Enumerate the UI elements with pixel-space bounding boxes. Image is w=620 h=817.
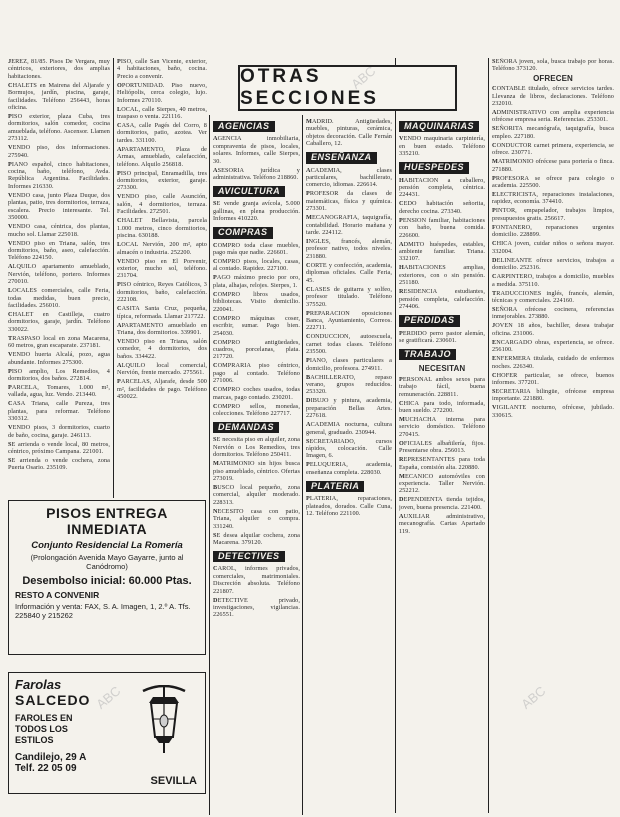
ad-tagline-2: TODOS LOS <box>15 724 68 734</box>
ad-info: Información y venta: FAX, S. A. Imagen, 1, 2.º A. Tfs. 225840 y 215262 <box>15 602 191 620</box>
section-header-avicultura: AVICULTURA <box>213 186 285 197</box>
section-header-trabajo: TRABAJO <box>399 349 456 360</box>
ad-tagline-3: ESTILOS <box>15 735 54 745</box>
section-header-maquinarias: MAQUINARIAS <box>399 121 479 132</box>
ad-tagline-1: FAROLES EN <box>15 713 73 723</box>
ad-subhead: Conjunto Residencial La Romería <box>31 540 183 551</box>
ad-payment: Desembolso inicial: 60.000 Ptas. <box>22 575 192 587</box>
ad-rest: RESTO A CONVENIR <box>15 590 100 600</box>
column-rule <box>113 58 114 498</box>
subheader-necesitan: NECESITAN <box>418 364 466 374</box>
column-rule <box>209 115 210 815</box>
ad-city: SEVILLA <box>150 775 197 787</box>
column-rule <box>395 58 396 813</box>
classified-column-1: JEREZ, 81/85. Pisos De Vergara, muy céntricos, exteriores, dos amplias habitaciones. CHALETS en Mairena del Aljarafe y Bormujos, jardín, piscina, garaje, facilidades. Teléfono 256443, horas oficina. PISO exterior, plaza Cuba, tres dormitorios, salón comedor, cocina amueblada, teléfono. Ascensor. Llamen 273112. VENDO piso, dos informaciones. 275940. PIANO español, cinco habitaciones, cocina, baño, teléfono, Avda. República Argentina. Facilidades. Informes 216330. VENDO casa, junto Plaza Duque, dos plantas, patio, tres dormitorios, terraza, escalera. Precio interesante. Tel. 350000. VENDO casa, céntrica, dos plantas, mucho sol. Llamar 225018. VENDO piso en Triana, salón, tres dormitorios, baño, aseo, calefacción. Teléfono 224150. ALQUILO apartamento amueblado, Nervión, teléfono, portero. Informes 270010. LOCALES comerciales, calle Feria, todas medidas, buen precio, facilidades. 256010. CHALET en Castilleja, cuatro dormitorios, garaje, jardín. Teléfono 330022. TRASPASO local en zona Macarena, 60 metros, gran escaparate. 237181. VENDO huerta Alcalá, pozo, agua abundante. Informes 275300. PISO amplio, Los Remedios, 4 dormitorios, dos baños. 272814. PARCELA, Tomares, 1.000 m², vallada, agua, luz. Vendo. 213440. CASA Triana, calle Pureza, tres plantas, para reformar. Teléfono 330312. VENDO pisos, 3 dormitorios, cuarto de baño, cocina, garaje. 246113. SE arrienda o vende local, 80 metros, céntrico, próximo Campana. 221001. SE arrienda o vende cochera, zona Puerta Osario. 235109. <box>8 58 110 472</box>
section-header-compras: COMPRAS <box>213 227 273 238</box>
ad-brand-name: SALCEDO <box>15 692 91 708</box>
classified-column-2: PISO, calle San Vicente, exterior, 4 habitaciones, baño, cocina. Precio a convenir. OPORTUNIDAD. Piso nuevo, Heliópolis, cerca colegio, lujo. Informes 270110. LOCAL, calle Sierpes, 40 metros, traspaso o venta. 221116. CASA, calle Pagés del Corro, 8 dormitorios, patio, azotea. Ver tardes. 331100. APARTAMENTO, Plaza de Armas, amueblado, calefacción, teléfono. Alquilo 256818. PISO principal, Enramadilla, tres dormitorios, exterior, garaje. 273300. VENDO piso, calle Asunción, salón, 4 dormitorios, terraza. Facilidades. 272501. CHALET Bellavista, parcela 1.000 metros, cinco dormitorios, piscina. 630188. LOCAL Nervión, 200 m², apto almacén o industria. 252200. VENDO piso en El Porvenir, exterior, mucho sol, teléfono. 231704. PISO céntrico, Reyes Católicos, 3 dormitorios, baño, calefacción. 222108. CASITA Santa Cruz, pequeña, típica, reformada. Llamar 217722. APARTAMENTO amueblado en Triana, dos dormitorios. 339901. VENDO piso en Triana, salón comedor, 4 dormitorios, dos baños. 334422. ALQUILO local comercial, Nervión, frente mercado. 275561. PARCELAS, Aljarafe, desde 500 m², facilidades de pago. Teléfono 450022. <box>117 58 207 400</box>
lantern-icon <box>133 685 195 755</box>
section-header-huespedes: HUESPEDES <box>399 162 469 173</box>
ad-address: Candilejo, 29 A <box>15 752 87 763</box>
classified-column-6: SEÑORA joven, sola, busca trabajo por horas. Teléfono 373120. OFRECEN CONTABLE titulado, ofrece servicios tardes. Llevanza de libros, declaraciones. Teléfono 232010. ADMINISTRATIVO con amplia experiencia ofrécese empresa seria. Referencias. 253301. SEÑORITA mecanógrafa, taquigrafía, busca empleo. 227180. CONDUCTOR carnet primera, experiencia, se ofrece. 230771. MATRIMONIO ofrécese para portería o finca. 271880. PROFESORA se ofrece para colegio o academia. 225500. ELECTRICISTA, reparaciones instalaciones, rapidez, economía. 374410. PINTOR, empapelador, trabajos limpios, presupuestos gratis. 256617. FONTANERO, reparaciones urgentes domicilio. 228899. CHICA joven, cuidar niños o señora mayor. 332004. DELINEANTE ofrece servicios, trabajos a domicilio. 252316. CARPINTERO, trabajos a domicilio, muebles a medida. 375110. TRADUCCIONES inglés, francés, alemán, técnicas y comerciales. 224160. SEÑORA ofrécese cocinera, referencias inmejorables. 273880. JOVEN 18 años, bachiller, desea trabajar oficina. 231006. ENCARGADO obras, experiencia, se ofrece. 256100. ENFERMERA titulada, cuidado de enfermos noches. 226340. CHOFER particular, se ofrece, buenos informes. 377201. SECRETARIA bilingüe, ofrécese empresa importante. 221880. VIGILANTE nocturno, ofrécese, jubilado. 330615. <box>492 58 614 419</box>
section-header-detectives: DETECTIVES <box>213 551 285 562</box>
watermark: ABC <box>348 63 379 92</box>
section-title-box <box>238 65 457 111</box>
classified-column-4: MADRID. Antigüedades, muebles, pinturas, cerámica, objetos decoración. Calle Fernán Caballero, 12. ENSEÑANZA ACADEMIA, clases particulares, bachillerato, comercio, idiomas. 226614. PROFESOR da clases de matemáticas, física y química. 273301. MECANOGRAFIA, taquigrafía, contabilidad. Horario mañana y tarde. 224112. INGLES, francés, alemán, profesor nativo, todos niveles. 231880. CORTE y confección, academia, diplomas oficiales. Calle Feria, 45. CLASES de guitarra y solfeo, profesor titulado. Teléfono 375520. PREPARACION oposiciones Banca, Ayuntamiento, Correos. 222711. CONDUCCION, autoescuela, carnet todas clases. Teléfono 235500. PIANO, clases particulares a domicilio, profesora. 274911. BACHILLERATO, repaso verano, grupos reducidos. 253320. DIBUJO y pintura, academia, preparación Bellas Artes. 227618. ACADEMIA nocturna, cultura general, graduado. 230944. SECRETARIADO, cursos rápidos, colocación. Calle Imagen, 6. PELUQUERIA, academia, enseñanza completa. 228030. PLATERIA PLATERIA, reparaciones, plateados, dorados. Calle Cuna, 12. Teléfono 221100. <box>306 118 392 517</box>
ad-phone: Telf. 22 05 09 <box>15 763 77 774</box>
ad-note: (Prolongación Avenida Mayo Gayarre, junto al Canódromo) <box>30 553 184 571</box>
column-rule <box>488 58 489 813</box>
page-title: OTRAS SECCIONES <box>240 66 379 109</box>
ad-pisos-entrega-inmediata <box>8 500 206 655</box>
subheader-ofrecen: OFRECEN <box>533 73 573 83</box>
section-header-agencias: AGENCIAS <box>213 121 275 132</box>
section-header-demandas: DEMANDAS <box>213 422 279 433</box>
watermark: ABC <box>518 683 549 712</box>
section-header-perdidas: PERDIDAS <box>399 315 460 326</box>
ad-headline: PISOS ENTREGA INMEDIATA <box>46 505 168 537</box>
section-header-plateria: PLATERIA <box>306 481 364 492</box>
classified-column-5: MAQUINARIAS VENDO maquinaria carpintería, en buen estado. Teléfono 335210. HUESPEDES HABITACION a caballero, pensión completa, céntrica. 224431. CEDO habitación señorita, derecho cocina. 273340. PENSION familiar, habitaciones con baño, buena comida. 226600. ADMITO huéspedes, estables, ambiente familiar. Triana. 332107. HABITACIONES amplias, exteriores, con o sin pensión. 251180. RESIDENCIA estudiantes, pensión completa, calefacción. 274406. PERDIDAS PERDIDO perro pastor alemán, se gratificará. 230601. TRABAJO NECESITAN PERSONAL ambos sexos para trabajo fácil, buena remuneración. 228811. CHICA para todo, informada, buen sueldo. 272200. MUCHACHA interna para servicio doméstico. Teléfono 270415. OFICIALES albañilería, fijos. Presentarse obra. 256013. REPRESENTANTES para toda España, comisión alta. 220880. MECANICO automóviles con experiencia. Taller Nervión. 252212. DEPENDIENTA tienda tejidos, joven, buena presencia. 221400. AUXILIAR administrativo, mecanografía. Cartas Apartado 119. <box>399 121 485 535</box>
column-rule <box>302 115 303 815</box>
watermark: ABC <box>93 683 124 712</box>
classified-column-3: AGENCIAS AGENCIA inmobiliaria, compraventa de pisos, locales, solares. Informes, calle Sierpes, 30. ASESORIA jurídica y administrativa. Teléfono 218860. AVICULTURA SE vende granja avícola, 5.000 gallinas, en plena producción. Informes 410220. COMPRAS COMPRO toda clase muebles, pago más que nadie. 226601. COMPRO pisos, locales, casas, al contado. Rapidez. 227100. PAGO máximo precio por oro, plata, alhajas, relojes. Sierpes, 1. COMPRO libros usados, bibliotecas. Visito domicilio. 220041. COMPRO máquinas coser, escribir, sumar. Pago bien. 254030. COMPRO antigüedades, cuadros, porcelanas, plata. 217720. COMPRARIA piso céntrico, pago al contado. Teléfono 271006. COMPRO coches usados, todas marcas, pago contado. 230201. COMPRO sellos, monedas, colecciones. Teléfono 227717. DEMANDAS SE necesita piso en alquiler, zona Nervión o Los Remedios, tres dormitorios. Teléfono 250411. MATRIMONIO sin hijos busca piso amueblado, céntrico. Ofertas 273019. BUSCO local pequeño, zona comercial, alquiler moderado. 228313. NECESITO casa con patio, Triana, alquiler o compra. 331240. SE desea alquilar cochera, zona Macarena. 379120. DETECTIVES CAROL, informes privados, comerciales, matrimoniales. Discreción absoluta. Teléfono 221807. DETECTIVE privado, investigaciones, vigilancias. 226551. <box>213 121 300 619</box>
section-header-enseñanza: ENSEÑANZA <box>306 152 377 163</box>
ad-brand-top: Farolas <box>15 677 62 692</box>
